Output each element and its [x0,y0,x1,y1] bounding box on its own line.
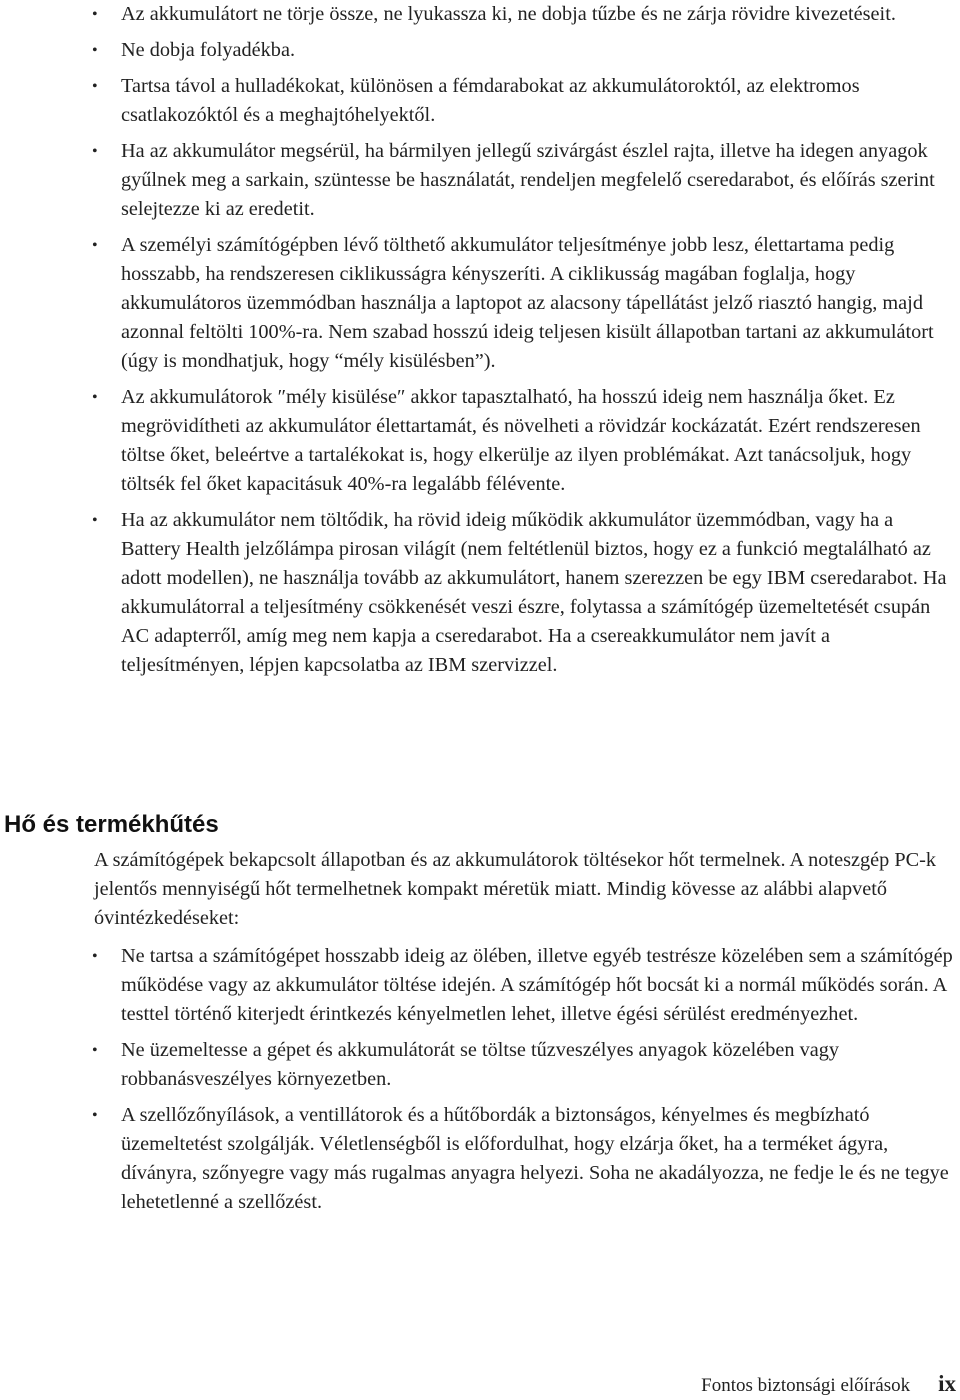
bullet-icon: • [92,948,98,965]
bullet-icon: • [92,6,98,23]
section-heading: Hő és termékhűtés [4,811,219,838]
page-footer [701,1370,956,1400]
list-item-text: Ha az akkumulátor nem töltődik, ha rövid ideig működik akkumulátor üzemmódban, vagy ha a Battery Health jelzőlámpa pirosan világít (nem feltétlenül biztos, hogy ez a funkció megtalálható az adott modellen), ne használja tovább az akkumulátort, hanem szerezzen be egy IBM cseredarabot. Ha akkumulátorral a teljesítmény csökkenését veszi észre, folytassa a számítógép üzemeltetését csupán AC adapterről, amíg meg nem kapja a cseredarabot. Ha a csereakkumulátor nem javít a teljesítményen, lépjen kapcsolatba az IBM szervizzel. [121,509,947,676]
list-item [0,36,960,65]
list-item [0,231,960,376]
list-item-text: Az akkumulátort ne törje össze, ne lyukassza ki, ne dobja tűzbe és ne zárja rövidre kivezetéseit. [121,3,896,25]
bullet-icon: • [92,1042,98,1059]
list-item [0,942,960,1029]
list-item-text: Tartsa távol a hulladékokat, különösen a fémdarabokat az akkumulátoroktól, az elektromos csatlakozóktól és a meghajtóhelyektől. [121,75,860,126]
list-item-text: A szellőzőnyílások, a ventillátorok és a hűtőbordák a biztonságos, kényelmes és megbízható üzemeltetést szolgálják. Véletlenségből is előfordulhat, hogy elzárja őket, ha a terméket ágyra, díványra, szőnyegre vagy más rugalmas anyagra helyezi. Soha ne akadályozza, ne fedje le és ne tegye lehetetlenné a szellőzést. [121,1104,949,1213]
bullet-icon: • [92,512,98,529]
bullet-icon: • [92,237,98,254]
page-number: ix [938,1371,956,1396]
list-item-text: Ha az akkumulátor megsérül, ha bármilyen jellegű szivárgást észlel rajta, illetve ha idegen anyagok gyűlnek meg a sarkain, szüntesse be használatát, rendeljen megfelelő cseredarabot, és előírás szerint selejtezze ki az eredetit. [121,140,935,220]
list-item [0,1036,960,1094]
list-item [0,0,960,29]
list-item [0,506,960,680]
list-item-text: A személyi számítógépben lévő tölthető akkumulátor teljesítménye jobb lesz, élettartama pedig hosszabb, ha rendszeresen ciklikusságra kényszeríti. A ciklikusság magában foglalja, hogy akkumulátoros üzemmódban használja a laptopot az alacsony tápellátást jelző riasztó hangig, majd azonnal feltölti 100%-ra. Nem szabad hosszú ideig teljesen kisült állapotban tartani az akkumulátort (úgy is mondhatjuk, hogy “mély kisülésben”). [121,234,934,372]
bullet-icon: • [92,143,98,160]
list-item-text: Ne dobja folyadékba. [121,39,296,61]
section-intro-paragraph: A számítógépek bekapcsolt állapotban és az akkumulátorok töltésekor hőt termelnek. A noteszgép PC-k jelentős mennyiségű hőt termelhetnek kompakt méretük miatt. Mindig kövesse az alábbi alapvető óvintézkedéseket: [94,849,937,929]
list-item [0,72,960,130]
list-item-text: Ne tartsa a számítógépet hosszabb ideig az ölében, illetve egyéb testrésze közelében sem a számítógép működése vagy az akkumulátor töltése idején. A számítógép hőt bocsát ki a normál működés során. A testtel történő kiterjedt érintkezés kényelmetlen lehet, illetve égési sérülést eredményezhet. [121,945,953,1025]
list-item-text: Ne üzemeltesse a gépet és akkumulátorát se töltse tűzveszélyes anyagok közelében vagy robbanásveszélyes környezetben. [121,1039,840,1090]
list-item [0,1101,960,1217]
list-item [0,383,960,499]
list-item [0,137,960,224]
list-item-text: Az akkumulátorok ″mély kisülése″ akkor tapasztalható, ha hosszú ideig nem használja őket. Ez megrövidítheti az akkumulátor élettartamát, és növelheti a rövidzár kockázatát. Ezért rendszeresen töltse őket, beleértve a tartalékokat is, hogy elkerülje az ilyen problémákat. Azt tanácsoljuk, hogy töltsék fel őket kapacitásuk 40%-ra legalább félévente. [121,386,921,495]
heat-safety-list [0,942,960,1224]
bullet-icon: • [92,389,98,406]
battery-safety-list [0,0,960,687]
footer-section-title: Fontos biztonsági előírások [701,1375,911,1396]
bullet-icon: • [92,42,98,59]
bullet-icon: • [92,1107,98,1124]
bullet-icon: • [92,78,98,95]
